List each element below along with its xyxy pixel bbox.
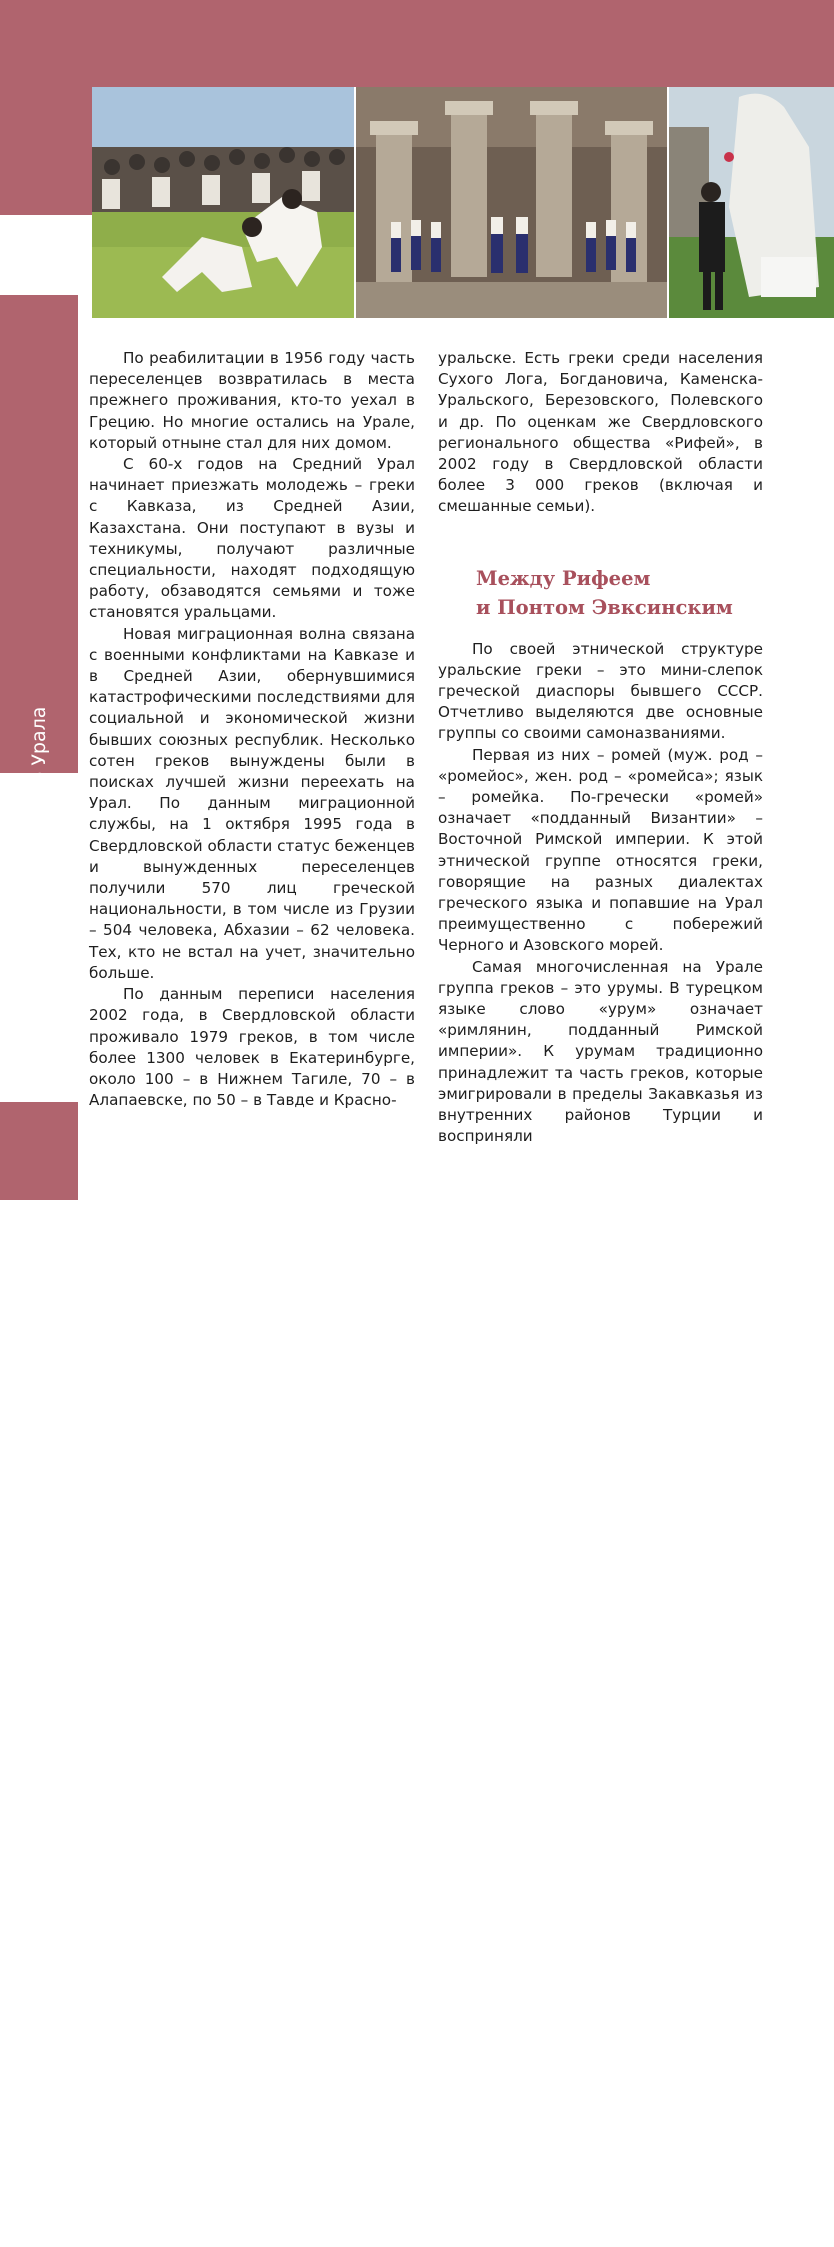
section-title-vertical: Народы Среднего Урала	[28, 706, 50, 952]
heading-line: Между Рифеем	[476, 566, 651, 590]
heading-line: и Понтом Эвксинским	[476, 595, 733, 619]
right-text-column	[438, 348, 763, 1148]
paragraph: Первая из них – ромей (муж. род – «ромейос», жен. род – «ромейса»; язык – ромейка. По-гречески «ромей» означает «подданный Византии» – Восточной Римской империи. К этой этнической группе относятся греки, говорящие на разных диалектах греческого языка и попавшие на Урал преимущественно с побережий Черного и Азовского морей.	[438, 745, 763, 955]
left-text-column	[89, 348, 415, 1111]
side-tab	[0, 295, 78, 952]
page-number-tab	[0, 1102, 78, 2247]
paragraph: Самая многочисленная на Урале группа греков – это урумы. В турецком языке слово «урум» означает «римлянин, подданный Римской империи». К урумам традиционно принадлежит та часть греков, которые эмигрировали в пределы Закавказья из внутренних районов Турции и восприняли	[438, 957, 763, 1146]
photo-monument	[669, 87, 834, 318]
photo-dancers-rotunda	[356, 87, 667, 318]
photo-strip	[92, 87, 834, 318]
paragraph: По данным переписи населения 2002 года, в Свердловской области проживало 1979 греков, в том числе более 1300 человек в Екатеринбурге, около 100 – в Нижнем Тагиле, 70 – в Алапаевске, по 50 – в Тавде и Красно-	[89, 985, 415, 1110]
paragraph: По реабилитации в 1956 году часть переселенцев возвратилась в места прежнего проживания, кто-то уехал в Грецию. Но многие остались на Урале, который отныне стал для них домом.	[89, 349, 415, 452]
photo-wrestlers	[92, 87, 354, 318]
page-number: 4	[28, 2226, 40, 2247]
paragraph-continuation: уральске. Есть греки среди населения Сухого Лога, Богдановича, Каменска-Уральского, Березовского, Полевского и др. По оценкам же Свердловского регионального общества «Рифей», в 2002 году в Свердловской области более 3 000 греков (включая и смешанные семьи).	[438, 349, 763, 516]
paragraph: С 60-х годов на Средний Урал начинает приезжать молодежь – греки с Кавказа, из Средней Азии, Казахстана. Они поступают в вузы и техникумы, получают различные специальности, находят подходящую работу, обзаводятся семьями и тоже становятся уральцами.	[89, 455, 415, 622]
paragraph: По своей этнической структуре уральские греки – это мини-слепок греческой диаспоры бывшего СССР. Отчетливо выделяются две основные группы со своими самоназваниями.	[438, 639, 763, 743]
section-heading	[476, 564, 763, 622]
left-color-block	[0, 87, 92, 215]
paragraph: Новая миграционная волна связана с военными конфликтами на Кавказе и в Средней Азии, обернувшимися катастрофическими последствиями для социальной и экономической жизни бывших союзных республик. Несколько сотен греков вынуждены были в поисках лучшей жизни переехать на Урал. По данным миграционной службы, на 1 октября 1995 года в Свердловской области статус беженцев и вынужденных переселенцев получили 570 лиц греческой национальности, в том числе из Грузии – 504 человека, Абхазии – 62 человека. Тех, кто не встал на учет, значительно больше.	[89, 624, 415, 982]
top-color-band	[0, 0, 834, 87]
